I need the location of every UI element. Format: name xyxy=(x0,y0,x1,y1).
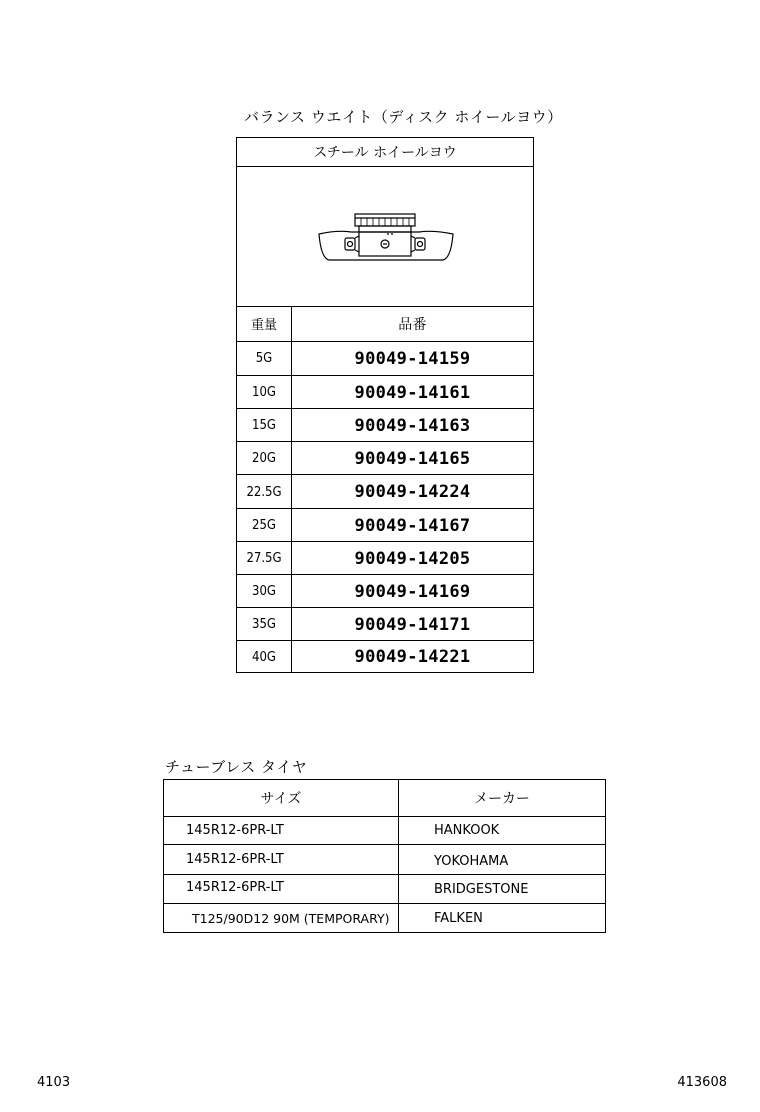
tire-maker-cell: YOKOHAMA xyxy=(434,853,509,869)
weight-cell: 22.5G xyxy=(246,484,282,500)
weight-cell: 40G xyxy=(252,649,276,665)
part-number-cell: 90049-14165 xyxy=(354,448,471,469)
tire-maker-cell: FALKEN xyxy=(434,910,483,926)
part-number-cell: 90049-14163 xyxy=(354,415,471,436)
part-number-cell: 90049-14171 xyxy=(354,614,471,635)
tubeless-tire-title: チューブレス タイヤ xyxy=(165,758,308,776)
balance-weight-icon xyxy=(237,166,533,306)
weight-cell: 10G xyxy=(252,385,276,400)
part-number-cell: 90049-14224 xyxy=(354,482,471,502)
page-code-right: 413608 xyxy=(677,1075,727,1090)
part-number-cell: 90049-14167 xyxy=(354,515,471,536)
weight-cell: 30G xyxy=(252,584,276,599)
balance-weight-illustration xyxy=(237,166,533,307)
balance-weight-title: バランス ウエイト（ディスク ホイールヨウ） xyxy=(244,108,563,126)
weight-cell: 25G xyxy=(252,518,276,533)
tire-size-cell: 145R12-6PR-LT xyxy=(186,851,284,867)
column-header-row xyxy=(237,306,533,342)
part-number-cell: 90049-14169 xyxy=(354,581,471,602)
part-number-cell: 90049-14221 xyxy=(354,647,471,667)
balance-weight-table xyxy=(236,137,534,673)
part-number-cell: 90049-14161 xyxy=(354,382,471,403)
tire-size-cell: T125/90D12 90M (TEMPORARY) xyxy=(192,910,390,926)
weight-cell: 35G xyxy=(252,617,276,632)
tire-maker-cell: BRIDGESTONE xyxy=(434,881,529,897)
size-column-header: サイズ xyxy=(260,791,302,807)
tubeless-tire-table xyxy=(163,779,606,933)
wheel-type-header: スチール ホイールヨウ xyxy=(237,138,533,167)
weight-cell: 27.5G xyxy=(246,551,282,566)
weight-cell: 15G xyxy=(252,418,276,433)
weight-column-header: 重量 xyxy=(250,318,277,333)
weight-cell: 20G xyxy=(252,451,276,466)
tire-size-cell: 145R12-6PR-LT xyxy=(186,823,284,838)
tire-size-cell: 145R12-6PR-LT xyxy=(186,879,284,895)
maker-column-header: メーカー xyxy=(474,791,530,807)
part-number-cell: 90049-14159 xyxy=(354,348,471,369)
part-number-cell: 90049-14205 xyxy=(354,548,471,569)
page-code-left: 4103 xyxy=(37,1075,71,1090)
tire-maker-cell: HANKOOK xyxy=(434,823,500,838)
part-number-column-header: 品番 xyxy=(398,316,427,333)
weight-cell: 5G xyxy=(255,351,273,366)
